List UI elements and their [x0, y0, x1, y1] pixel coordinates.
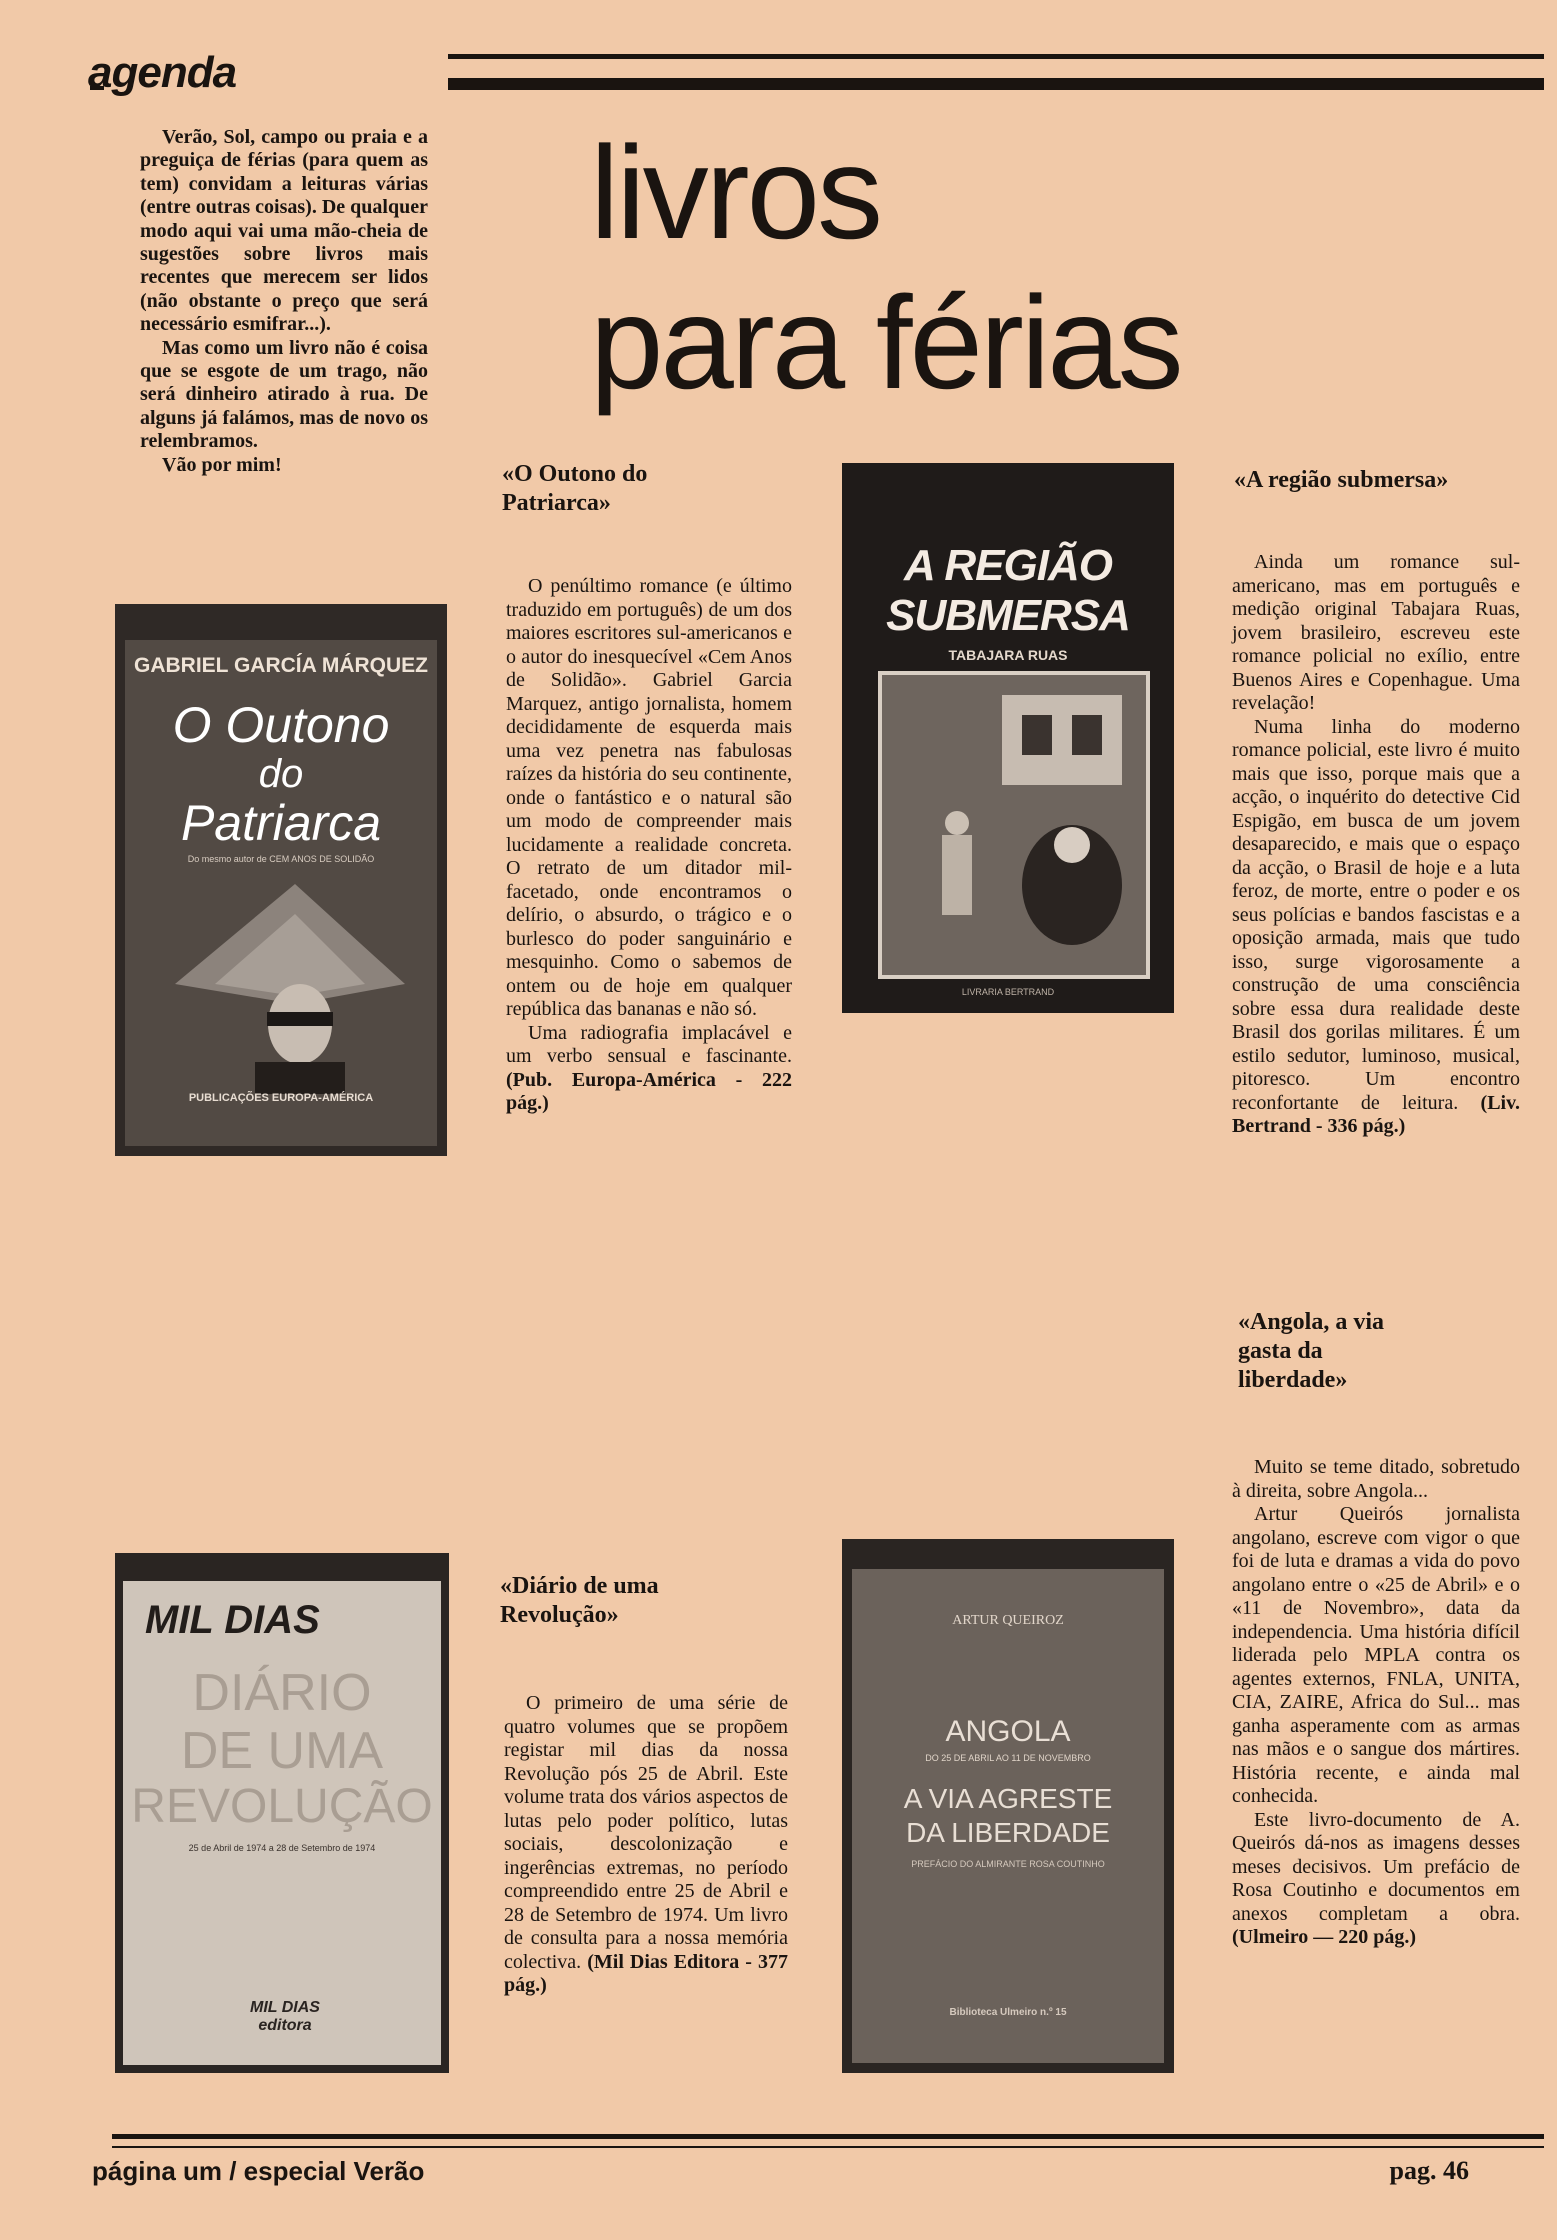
cover2-title1: A REGIÃO [904, 541, 1112, 590]
book-body-regiao: Ainda um romance sul-americano, mas em português e medição original Tabajara Ruas, jovem brasileiro, escreveu este romance policial no exílio, entre Buenos Aires e Copenhague. Uma revelação! [1232, 551, 1520, 714]
cover2-author: TABAJARA RUAS [948, 647, 1068, 663]
cover1-publisher: PUBLICAÇÕES EUROPA-AMÉRICA [188, 1092, 374, 1104]
headline [590, 118, 1181, 418]
cover2-publisher: LIVRARIA BERTRAND [961, 987, 1055, 997]
book-ref-outono: (Pub. Europa-América - 222 pág.) [506, 1068, 792, 1114]
cover4-title2: DE UMA [180, 1722, 384, 1780]
cover-regiao-submersa [842, 463, 1174, 1013]
book-body2-regiao-text: Numa linha do moderno romance policial, este livro é muito mais que isso, porque mais que a acção, o inquérito do detective Cid Espigão, em busca de um jovem desaparecido, e mais que o espaço da acção, o Brasil de hoje e a luta feroz, de morte, entre o poder e os seus polícias e bandos fascistas e a oposição armada, mais que tudo isso, surge vigorosamente a construção de uma consciência sobre essa dura realidade deste Brasil dos gorilas militares. É um estilo sedutor, luminoso, musical, pitoresco. Um encontro reconfortante de leitura. [1232, 715, 1520, 1114]
book-body-diario [504, 1692, 788, 1998]
book-title-diario: «Diário de uma Revolução» [500, 1573, 659, 1628]
cover3-dates: DO 25 DE ABRIL AO 11 DE NOVEMBRO [925, 1753, 1091, 1763]
cover4-title3: REVOLUÇÃO [131, 1780, 433, 1833]
cover-outono-do-patriarca [115, 604, 447, 1156]
headline-line2: para férias [590, 269, 1181, 416]
book-body2-regiao [1232, 716, 1520, 1139]
book-title-regiao: «A região submersa» [1234, 467, 1449, 493]
book-title-outono: «O Outono do Patriarca» [502, 461, 648, 516]
book-body3-angola-text: Este livro-documento de A. Queirós dá-nos as imagens desses meses decisivos. Um prefácio de Rosa Coutinho e documentos em anexos completam a obra. [1232, 1808, 1520, 1925]
book-body2-outono-text: Uma radiografia implacável e um verbo sensual e fascinante. [506, 1021, 792, 1067]
book-body3-angola [1232, 1809, 1520, 1950]
cover1-title1: O Outono [172, 697, 390, 753]
footer-page-number: pag. 46 [1389, 2156, 1469, 2185]
bottom-rule-thin [112, 2146, 1544, 2148]
cover3-title1: ANGOLA [945, 1715, 1071, 1748]
intro-p1: Verão, Sol, campo ou praia e a preguiça de férias (para quem as tem) convidam a leituras várias (entre outras coisas). De qualquer modo aqui vai uma mão-cheia de sugestões sobre livros mais recentes que merecem ser lidos (não obstante o preço que será necessário esmifrar...). [140, 126, 428, 336]
cover3-series: Biblioteca Ulmeiro n.º 15 [949, 2007, 1067, 2018]
cover4-brand: MIL DIAS [145, 1598, 320, 1642]
book-body-outono: O penúltimo romance (e último traduzido em português) de um dos maiores escritores sul-americanos e o autor do inesquecível «Cem Anos de Solidão». Gabriel Garcia Marquez, antigo jornalista, homem decididamente de esquerda mais uma vez penetra nas fabulosas raízes da história do seu continente, onde o fantástico e o natural são um modo de compreender mais lucidamente a realidade concreta. O retrato de um ditador mil-facetado, onde encontramos o delírio, o absurdo, o trágico e o burlesco do poder sanguinário e mesquinho. Como o sabemos de ontem ou de hoje em qualquer república das bananas e não só. [506, 575, 792, 1020]
cover4-publisher: MIL DIAS editora [250, 1999, 320, 2034]
book-title-angola: «Angola, a via gasta da liberdade» [1238, 1309, 1385, 1393]
book-ref-regiao: (Liv. Bertrand - 336 pág.) [1232, 1091, 1520, 1137]
footer-publication: página um / especial Verão [92, 2156, 425, 2186]
cover4-dates: 25 de Abril de 1974 a 28 de Setembro de 1974 [188, 1843, 376, 1853]
book-ref-diario: (Mil Dias Editora - 377 pág.) [504, 1950, 788, 1996]
book-body-diario-text: O primeiro de uma série de quatro volumes que se propõem registar mil dias da nossa Revolução pós 25 de Abril. Este volume trata dos vários aspectos de lutas pelo poder político, lutas sociais, descolonização e ingerências extremas, no período compreendido entre 25 de Abril e 28 de Setembro de 1974. Um livro de consulta para a nossa memória colectiva. [504, 1692, 788, 1973]
cover3-author: ARTUR QUEIROZ [952, 1613, 1064, 1628]
cover-angola [842, 1539, 1174, 2073]
cover-diario-revolucao [115, 1553, 449, 2073]
cover1-illustration [155, 874, 415, 1094]
headline-line1: livros [590, 119, 881, 266]
book-text-outono [506, 575, 792, 1116]
book-body2-outono [506, 1022, 792, 1116]
cover1-subtitle: Do mesmo autor de CEM ANOS DE SOLIDÃO [187, 854, 375, 864]
book-ref-angola: (Ulmeiro — 220 pág.) [1232, 1926, 1417, 1948]
cover3-title2: A VIA AGRESTE [903, 1783, 1113, 1814]
top-rule-thin [448, 54, 1544, 59]
bottom-rule-thick [112, 2134, 1544, 2139]
book-body2-angola: Artur Queirós jornalista angolano, escreve com vigor o que foi de luta e dramas a vida do povo angolano entre o «25 de Abril» e o «11 de Novembro», data da independencia. Uma história difícil liderada pelo MPLA contra os agentes externos, FNLA, UNITA, CIA, ZAIRE, Africa do Sul... mas ganha asperamente com as armas nas mãos e o sangue dos mártires. História recente, e ainda mal conhecida. [1232, 1503, 1520, 1807]
cover1-title2: do [258, 752, 304, 796]
book-text-angola [1232, 1456, 1520, 1950]
book-text-regiao [1232, 551, 1520, 1139]
book-body-angola: Muito se teme ditado, sobretudo à direita, sobre Angola... [1232, 1456, 1520, 1502]
intro-p2: Mas como um livro não é coisa que se esgote de um trago, não será dinheiro atirado à rua. De alguns já falámos, mas de novo os relembramos. [140, 336, 428, 453]
cover3-title3: DA LIBERDADE [906, 1817, 1110, 1848]
cover2-illustration [882, 675, 1146, 975]
intro-p3: Vão por mim! [162, 453, 282, 476]
cover4-title1: DIÁRIO [192, 1664, 372, 1722]
cover3-preface: PREFÁCIO DO ALMIRANTE ROSA COUTINHO [911, 1859, 1105, 1869]
top-rule-thick [448, 78, 1544, 90]
cover1-author: GABRIEL GARCÍA MÁRQUEZ [134, 654, 428, 677]
book-text-diario [504, 1692, 788, 1998]
cover1-title3: Patriarca [180, 795, 382, 851]
intro-text [140, 126, 428, 477]
cover2-title2: SUBMERSA [886, 591, 1130, 640]
section-label: agenda [88, 48, 237, 97]
